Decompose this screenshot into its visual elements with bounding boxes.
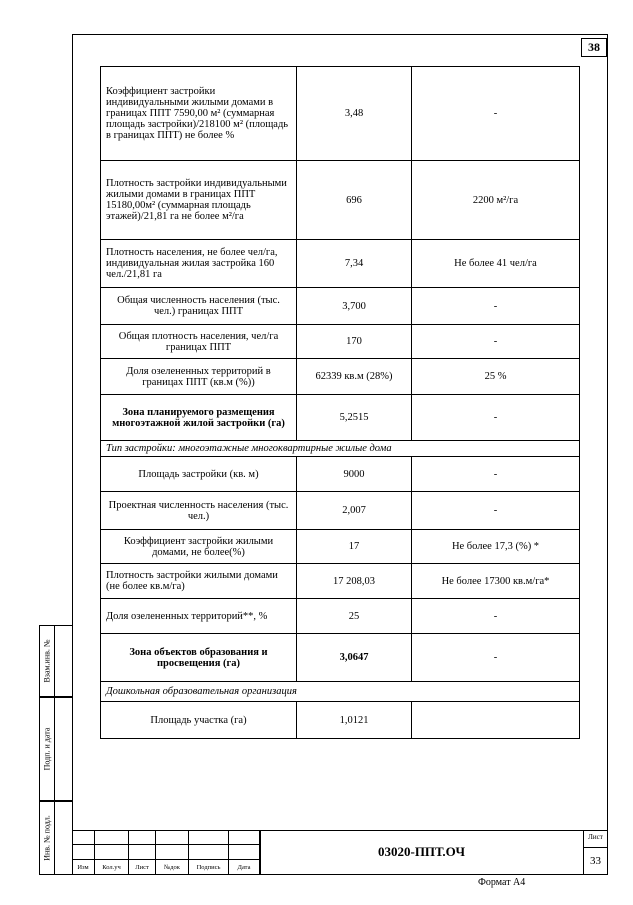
row-label: Доля озелененных территорий в границах ППТ (кв.м (%)) <box>101 359 297 395</box>
stamp-label: Инв. № подл. <box>42 815 52 861</box>
stamp-label: Подп. и дата <box>42 727 52 771</box>
row-label: Зона планируемого размещения многоэтажной жилой застройки (га) <box>101 395 297 441</box>
table-row <box>101 395 580 441</box>
side-stamp-inventory <box>39 801 72 875</box>
row-value: 696 <box>297 161 412 240</box>
table-row <box>101 530 580 564</box>
header-cell: Изм <box>72 860 95 875</box>
header-cell: Подпись <box>189 860 229 875</box>
row-norm: 25 % <box>412 359 580 395</box>
row-value: 17 <box>297 530 412 564</box>
row-label: Плотность населения, не более чел/га, индивидуальная жилая застройка 160 чел./21,81 га <box>101 240 297 288</box>
row-value: 3,0647 <box>297 634 412 682</box>
row-norm: Не более 41 чел/га <box>412 240 580 288</box>
row-norm: Не более 17300 кв.м/га* <box>412 564 580 599</box>
row-norm: - <box>412 67 580 161</box>
document-code: 03020-ППТ.ОЧ <box>377 844 465 859</box>
row-label: Площадь застройки (кв. м) <box>101 457 297 492</box>
section-row <box>101 682 580 702</box>
header-cell: Лист <box>129 860 156 875</box>
table-row <box>101 161 580 240</box>
row-label: Доля озелененных территорий**, % <box>101 599 297 634</box>
sheet-number: 33 <box>590 855 601 867</box>
table-row <box>101 457 580 492</box>
row-norm <box>412 702 580 739</box>
indicators-table <box>100 66 580 739</box>
section-row <box>101 441 580 457</box>
row-value: 2,007 <box>297 492 412 530</box>
row-value: 9000 <box>297 457 412 492</box>
row-label: Общая численность населения (тыс. чел.) границах ППТ <box>101 288 297 325</box>
row-value: 17 208,03 <box>297 564 412 599</box>
row-label: Коэффициент застройки жилыми домами, не более(%) <box>101 530 297 564</box>
side-stamp-replace <box>39 625 72 697</box>
row-norm: - <box>412 599 580 634</box>
row-label: Площадь участка (га) <box>101 702 297 739</box>
row-label: Плотность застройки индивидуальными жилыми домами в границах ППТ 15180,00м² (суммарная площадь этажей)/21,81 га не более м²/га <box>101 161 297 240</box>
section-heading: Тип застройки: многоэтажные многоквартирные жилые дома <box>101 441 580 457</box>
row-label: Плотность застройки жилыми домами (не более кв.м/га) <box>101 564 297 599</box>
section-heading: Дошкольная образовательная организация <box>101 682 580 702</box>
row-norm: - <box>412 325 580 359</box>
row-value: 7,34 <box>297 240 412 288</box>
row-value: 1,0121 <box>297 702 412 739</box>
row-norm: - <box>412 395 580 441</box>
row-norm: - <box>412 492 580 530</box>
row-norm: 2200 м²/га <box>412 161 580 240</box>
row-value: 3,48 <box>297 67 412 161</box>
table-row <box>101 492 580 530</box>
page-top-number: 38 <box>581 38 607 57</box>
table-row <box>101 325 580 359</box>
header-cell: Кол.уч <box>95 860 129 875</box>
table-row <box>101 634 580 682</box>
table-row <box>101 67 580 161</box>
row-value: 62339 кв.м (28%) <box>297 359 412 395</box>
row-label: Коэффициент застройки индивидуальными жилыми домами в границах ППТ 7590,00 м² (суммарная площадь застройки)/218100 м² (площадь в границах ППТ) не более % <box>101 67 297 161</box>
row-norm: Не более 17,3 (%) * <box>412 530 580 564</box>
header-cell: №док <box>156 860 189 875</box>
table-row <box>101 564 580 599</box>
stamp-label: Взам.инв. № <box>42 639 52 683</box>
row-label: Общая плотность населения, чел/га границах ППТ <box>101 325 297 359</box>
row-value: 5,2515 <box>297 395 412 441</box>
row-norm: - <box>412 457 580 492</box>
row-norm: - <box>412 288 580 325</box>
side-stamp-sign <box>39 697 72 801</box>
row-label: Зона объектов образования и просвещения (га) <box>101 634 297 682</box>
format-label: Формат А4 <box>478 877 526 888</box>
table-row <box>101 599 580 634</box>
row-value: 25 <box>297 599 412 634</box>
table-row <box>101 288 580 325</box>
table-row <box>101 240 580 288</box>
sheet-label: Лист <box>588 833 603 841</box>
table-row <box>101 702 580 739</box>
table-row <box>101 359 580 395</box>
row-value: 3,700 <box>297 288 412 325</box>
row-label: Проектная численность населения (тыс. чел.) <box>101 492 297 530</box>
row-norm: - <box>412 634 580 682</box>
row-value: 170 <box>297 325 412 359</box>
header-cell: Дата <box>229 860 260 875</box>
